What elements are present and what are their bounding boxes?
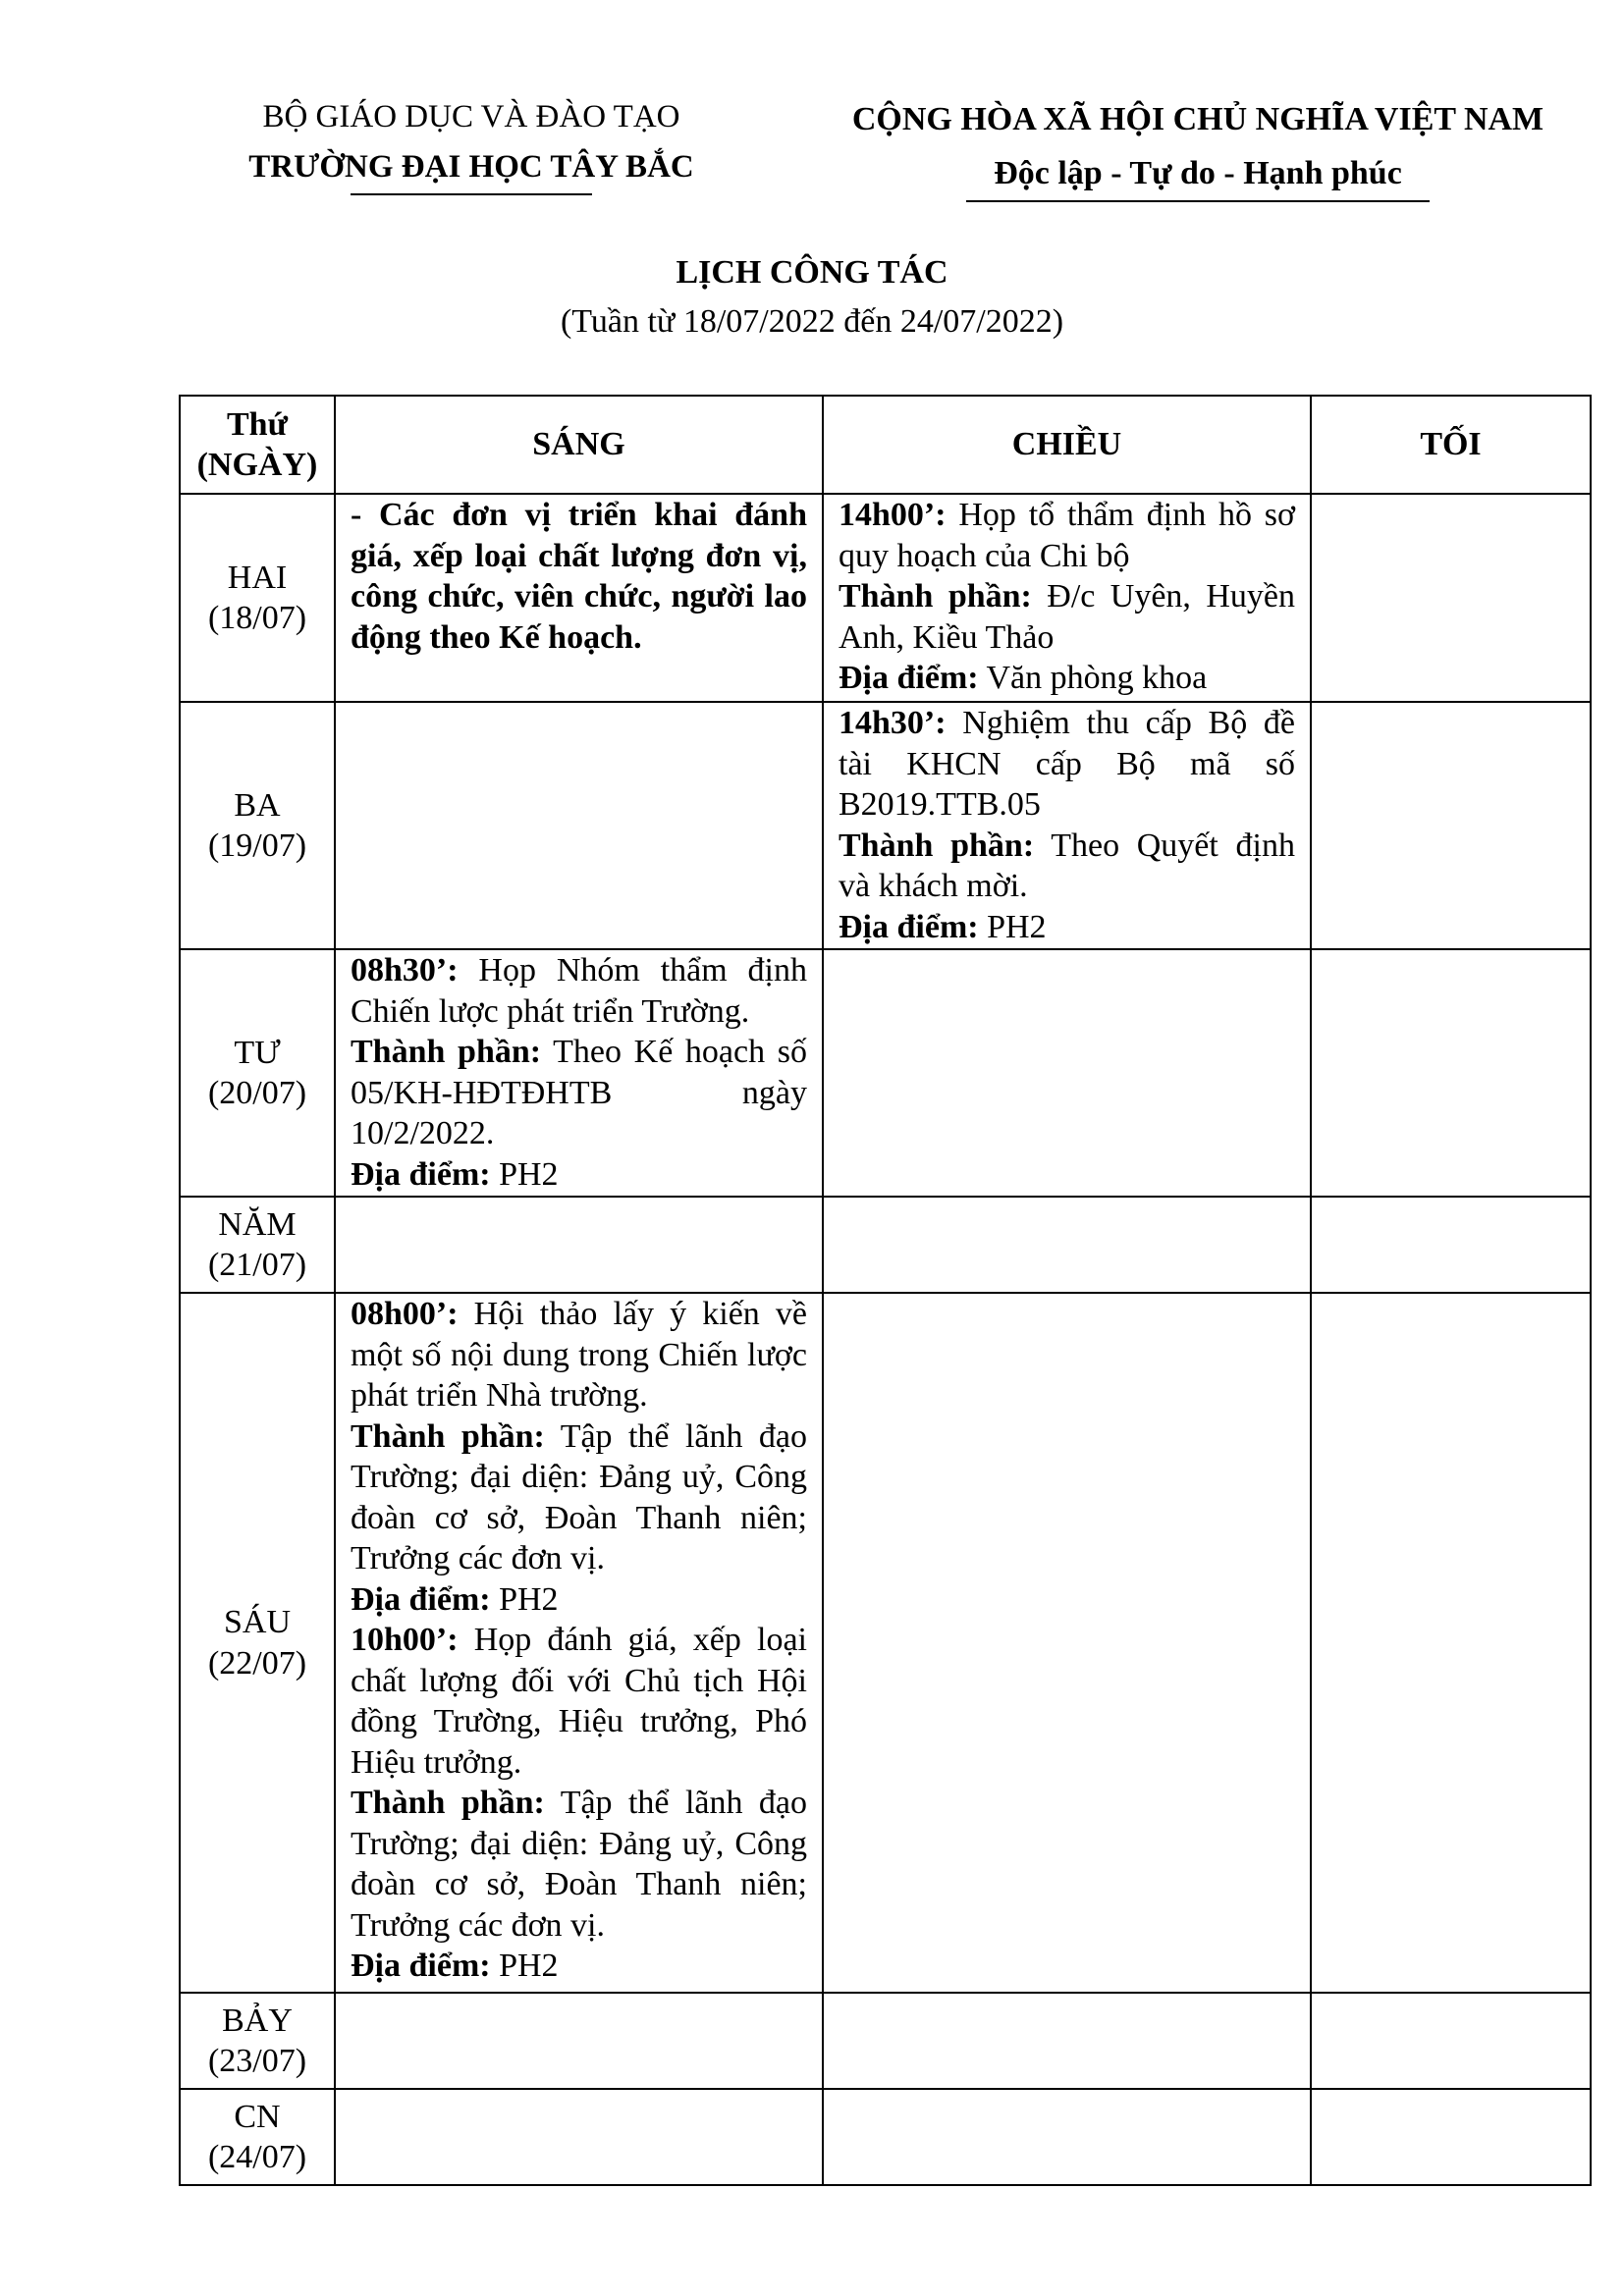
- entry-event: 08h30’: Họp Nhóm thẩm định Chiến lược phát triển Trường.: [351, 952, 807, 1030]
- afternoon-cell: [823, 1293, 1311, 1993]
- issuer-underline: [351, 193, 592, 195]
- afternoon-cell: [823, 1993, 1311, 2089]
- evening-cell: [1311, 2089, 1591, 2185]
- morning-column-header: SÁNG: [335, 396, 823, 494]
- day-cell: BẢY (23/07): [180, 1993, 335, 2089]
- morning-cell: [335, 1197, 823, 1293]
- afternoon-cell: [823, 949, 1311, 1197]
- university-name: TRƯỜNG ĐẠI HỌC TÂY BẮC: [248, 149, 694, 185]
- entry-members: Thành phần: Tập thể lãnh đạo Trường; đại diện: Đảng uỷ, Công đoàn cơ sở, Đoàn Thanh niên; Trưởng các đơn vị.: [351, 1417, 807, 1576]
- morning-cell: [335, 494, 823, 702]
- entry-place: Địa điểm: PH2: [839, 908, 1047, 945]
- evening-column-header: TỐI: [1311, 396, 1591, 494]
- morning-cell: [335, 1993, 823, 2089]
- motto-underline: [966, 200, 1430, 202]
- entry-members: Thành phần: Theo Quyết định và khách mời.: [839, 827, 1295, 904]
- document-title: LỊCH CÔNG TÁC: [676, 254, 948, 291]
- country-name: CỘNG HÒA XÃ HỘI CHỦ NGHĨA VIỆT NAM: [851, 101, 1544, 137]
- day-cell: SÁU (22/07): [180, 1293, 335, 1993]
- table-row: [180, 702, 1591, 949]
- entry-event: 08h00’: Hội thảo lấy ý kiến về một số nội dung trong Chiến lược phát triển Nhà trường.: [351, 1296, 807, 1414]
- afternoon-cell: [823, 2089, 1311, 2185]
- evening-cell: [1311, 1197, 1591, 1293]
- evening-cell: [1311, 1993, 1591, 2089]
- table-row: [180, 494, 1591, 702]
- day-cell: NĂM (21/07): [180, 1197, 335, 1293]
- week-range: (Tuần từ 18/07/2022 đến 24/07/2022): [560, 303, 1064, 340]
- entry-members: Thành phần: Đ/c Uyên, Huyền Anh, Kiều Thảo: [839, 578, 1295, 656]
- evening-cell: [1311, 702, 1591, 949]
- national-motto: Độc lập - Tự do - Hạnh phúc: [994, 155, 1402, 191]
- table-header-row: [180, 396, 1591, 494]
- morning-cell: [335, 702, 823, 949]
- entry-event: 14h30’: Nghiệm thu cấp Bộ đề tài KHCN cấp Bộ mã số B2019.TTB.05: [839, 705, 1295, 823]
- table-row: [180, 1197, 1591, 1293]
- schedule-table: [179, 395, 1592, 2186]
- evening-cell: [1311, 494, 1591, 702]
- day-cell: CN (24/07): [180, 2089, 335, 2185]
- morning-cell: [335, 1293, 823, 1993]
- day-cell: TƯ (20/07): [180, 949, 335, 1197]
- entry-members: Thành phần: Tập thể lãnh đạo Trường; đại diện: Đảng uỷ, Công đoàn cơ sở, Đoàn Thanh niên; Trưởng các đơn vị.: [351, 1785, 807, 1944]
- entry-place: Địa điểm: PH2: [351, 1155, 559, 1193]
- entry-place: Địa điểm: Văn phòng khoa: [839, 660, 1208, 696]
- entry-event: 10h00’: Họp đánh giá, xếp loại chất lượng đối với Chủ tịch Hội đồng Trường, Hiệu trưởng, Phó Hiệu trưởng.: [351, 1622, 807, 1781]
- morning-cell: [335, 949, 823, 1197]
- table-row: [180, 949, 1591, 1197]
- morning-cell: [335, 2089, 823, 2185]
- entry-event: 14h00’: Họp tổ thẩm định hồ sơ quy hoạch của Chi bộ: [839, 497, 1295, 574]
- day-cell: BA (19/07): [180, 702, 335, 949]
- table-row: [180, 1293, 1591, 1993]
- evening-cell: [1311, 949, 1591, 1197]
- ministry-name: BỘ GIÁO DỤC VÀ ĐÀO TẠO: [262, 99, 680, 134]
- entry-members: Thành phần: Theo Kế hoạch số 05/KH-HĐTĐHTB ngày 10/2/2022.: [351, 1034, 807, 1151]
- afternoon-cell: [823, 1197, 1311, 1293]
- afternoon-cell: [823, 702, 1311, 949]
- table-row: [180, 2089, 1591, 2185]
- entry-place: Địa điểm: PH2: [351, 1580, 559, 1618]
- afternoon-column-header: CHIỀU: [823, 396, 1311, 494]
- day-column-header: Thứ (NGÀY): [180, 396, 335, 494]
- table-row: [180, 1993, 1591, 2089]
- entry-place: Địa điểm: PH2: [351, 1948, 559, 1984]
- evening-cell: [1311, 1293, 1591, 1993]
- afternoon-cell: [823, 494, 1311, 702]
- national-header: [805, 92, 1591, 202]
- morning-note: - Các đơn vị triển khai đánh giá, xếp loại chất lượng đơn vị, công chức, viên chức, người lao động theo Kế hoạch.: [351, 497, 807, 656]
- issuer-header: [196, 92, 746, 195]
- day-cell: HAI (18/07): [180, 494, 335, 702]
